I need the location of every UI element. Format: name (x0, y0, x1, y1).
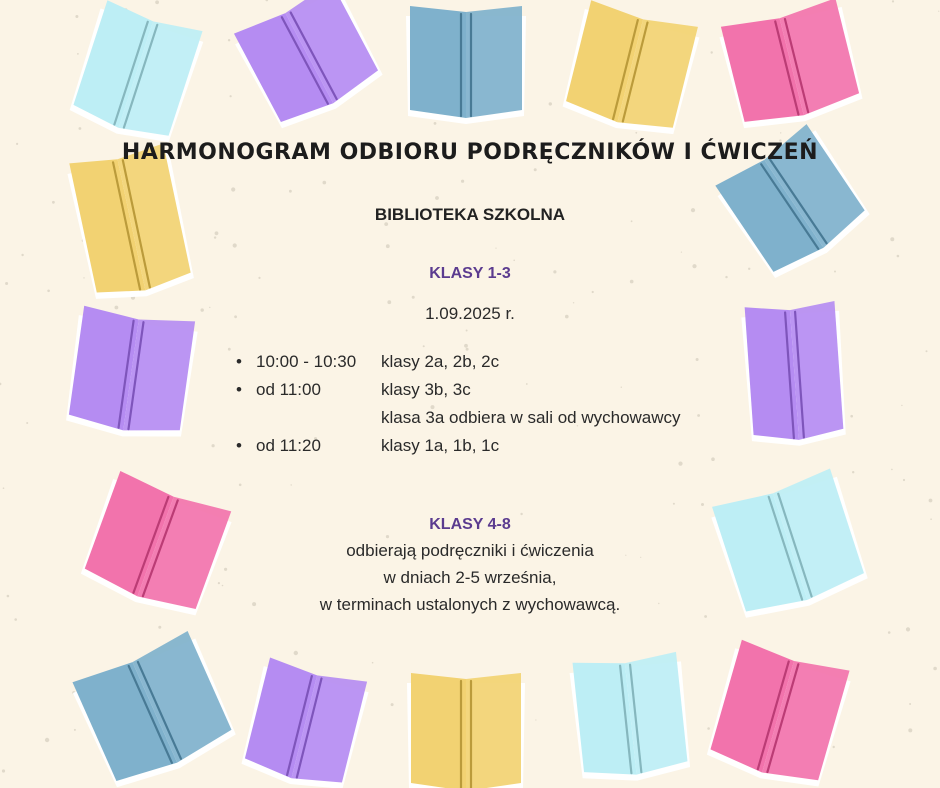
speckle (635, 132, 637, 134)
speckle (534, 168, 537, 171)
pickup-date: 1.09.2025 r. (425, 304, 515, 323)
speckle (289, 190, 292, 193)
speckle (592, 291, 594, 293)
speckle (711, 51, 713, 53)
speckle (929, 499, 933, 503)
schedule-row (236, 380, 756, 408)
schedule-row (236, 436, 756, 464)
info-line: odbierają podręczniki i ćwiczenia (346, 541, 594, 560)
speckle (520, 513, 522, 515)
info-line: w dniach 2-5 września, (383, 568, 557, 587)
schedule-list (236, 352, 756, 464)
speckle (231, 187, 235, 191)
speckle (423, 345, 425, 347)
section-heading-klasy-4-8: KLASY 4-8 (429, 516, 511, 533)
speckle (891, 469, 893, 471)
book-purple-icon (63, 305, 199, 444)
speckle (495, 248, 496, 249)
speckle (239, 484, 242, 487)
schedule-time: od 11:20 (256, 436, 321, 455)
speckle (386, 244, 390, 248)
book-pink-icon (703, 639, 854, 788)
speckle (906, 627, 910, 631)
speckle (266, 0, 269, 1)
speckle (79, 127, 82, 130)
book-yellow-icon (407, 673, 525, 788)
speckle (938, 11, 939, 12)
book-purple-icon (238, 656, 371, 788)
speckle (323, 181, 327, 185)
speckle (386, 535, 389, 538)
speckle (707, 727, 710, 730)
speckle (833, 746, 835, 748)
schedule-classes: klasy 1a, 1b, 1c (381, 436, 500, 455)
bullet: • (236, 380, 242, 399)
speckle (21, 254, 23, 256)
speckle (681, 252, 682, 253)
speckle (3, 487, 5, 489)
speckle (466, 330, 468, 332)
speckle (461, 180, 464, 183)
speckle (391, 703, 394, 706)
speckle (214, 236, 216, 238)
section-heading-klasy-1-3: KLASY 1-3 (429, 265, 511, 282)
speckle (228, 348, 231, 351)
speckle (155, 0, 159, 4)
speckle (26, 422, 28, 424)
schedule-classes: klasy 2a, 2b, 2c (381, 352, 500, 371)
speckle (852, 471, 854, 473)
speckle (892, 0, 894, 2)
speckle (780, 132, 781, 133)
speckle (704, 615, 707, 618)
speckle (933, 667, 937, 671)
speckle (230, 95, 232, 97)
schedule-time: od 11:00 (256, 380, 321, 399)
speckle (47, 290, 50, 293)
book-cyan-icon (65, 0, 206, 150)
book-blue-icon (406, 6, 526, 124)
speckle (45, 738, 49, 742)
book-purple-icon (230, 0, 388, 136)
speckle (926, 350, 928, 352)
speckle (294, 651, 298, 655)
speckle (701, 503, 704, 506)
speckle (901, 405, 902, 406)
speckle (412, 296, 415, 299)
book-blue-icon (69, 629, 241, 788)
bullet: • (236, 352, 242, 371)
info-line: w terminach ustalonych z wychowawcą. (319, 595, 621, 614)
speckle (434, 122, 437, 125)
speckle (464, 344, 468, 348)
speckle (903, 479, 905, 481)
speckle (74, 729, 76, 731)
speckle (549, 102, 552, 105)
poster-title: HARMONOGRAM ODBIORU PODRĘCZNIKÓW I ĆWICZEŃ (121, 140, 819, 165)
speckle (535, 719, 536, 720)
speckle (897, 255, 900, 258)
book-pink-icon (717, 0, 866, 136)
speckle (372, 662, 374, 664)
library-subtitle: BIBLIOTEKA SZKOLNA (374, 205, 566, 224)
speckle (75, 15, 78, 18)
speckle (909, 703, 911, 705)
speckle (435, 196, 439, 200)
schedule-row-note (236, 408, 756, 436)
speckle (228, 39, 230, 41)
speckle (888, 631, 891, 634)
book-yellow-icon (559, 0, 702, 142)
speckle (233, 243, 237, 247)
speckle (291, 484, 292, 485)
speckle (890, 237, 894, 241)
book-cyan-icon (569, 651, 693, 786)
speckle (212, 444, 215, 447)
speckle (52, 201, 55, 204)
speckle (466, 348, 469, 351)
speckle (2, 769, 5, 772)
speckle (908, 728, 912, 732)
speckle (850, 415, 853, 418)
speckle (0, 383, 1, 386)
schedule-note: klasa 3a odbiera w sali od wychowawcy (381, 408, 681, 427)
speckle (77, 53, 79, 55)
schedule-row (236, 352, 756, 380)
speckle (158, 626, 161, 629)
schedule-time: 10:00 - 10:30 (256, 352, 357, 371)
bullet: • (236, 436, 242, 455)
speckle (513, 260, 515, 262)
speckle (215, 231, 219, 235)
speckle (673, 503, 675, 505)
speckle (14, 618, 17, 621)
schedule-classes: klasy 3b, 3c (381, 380, 471, 399)
